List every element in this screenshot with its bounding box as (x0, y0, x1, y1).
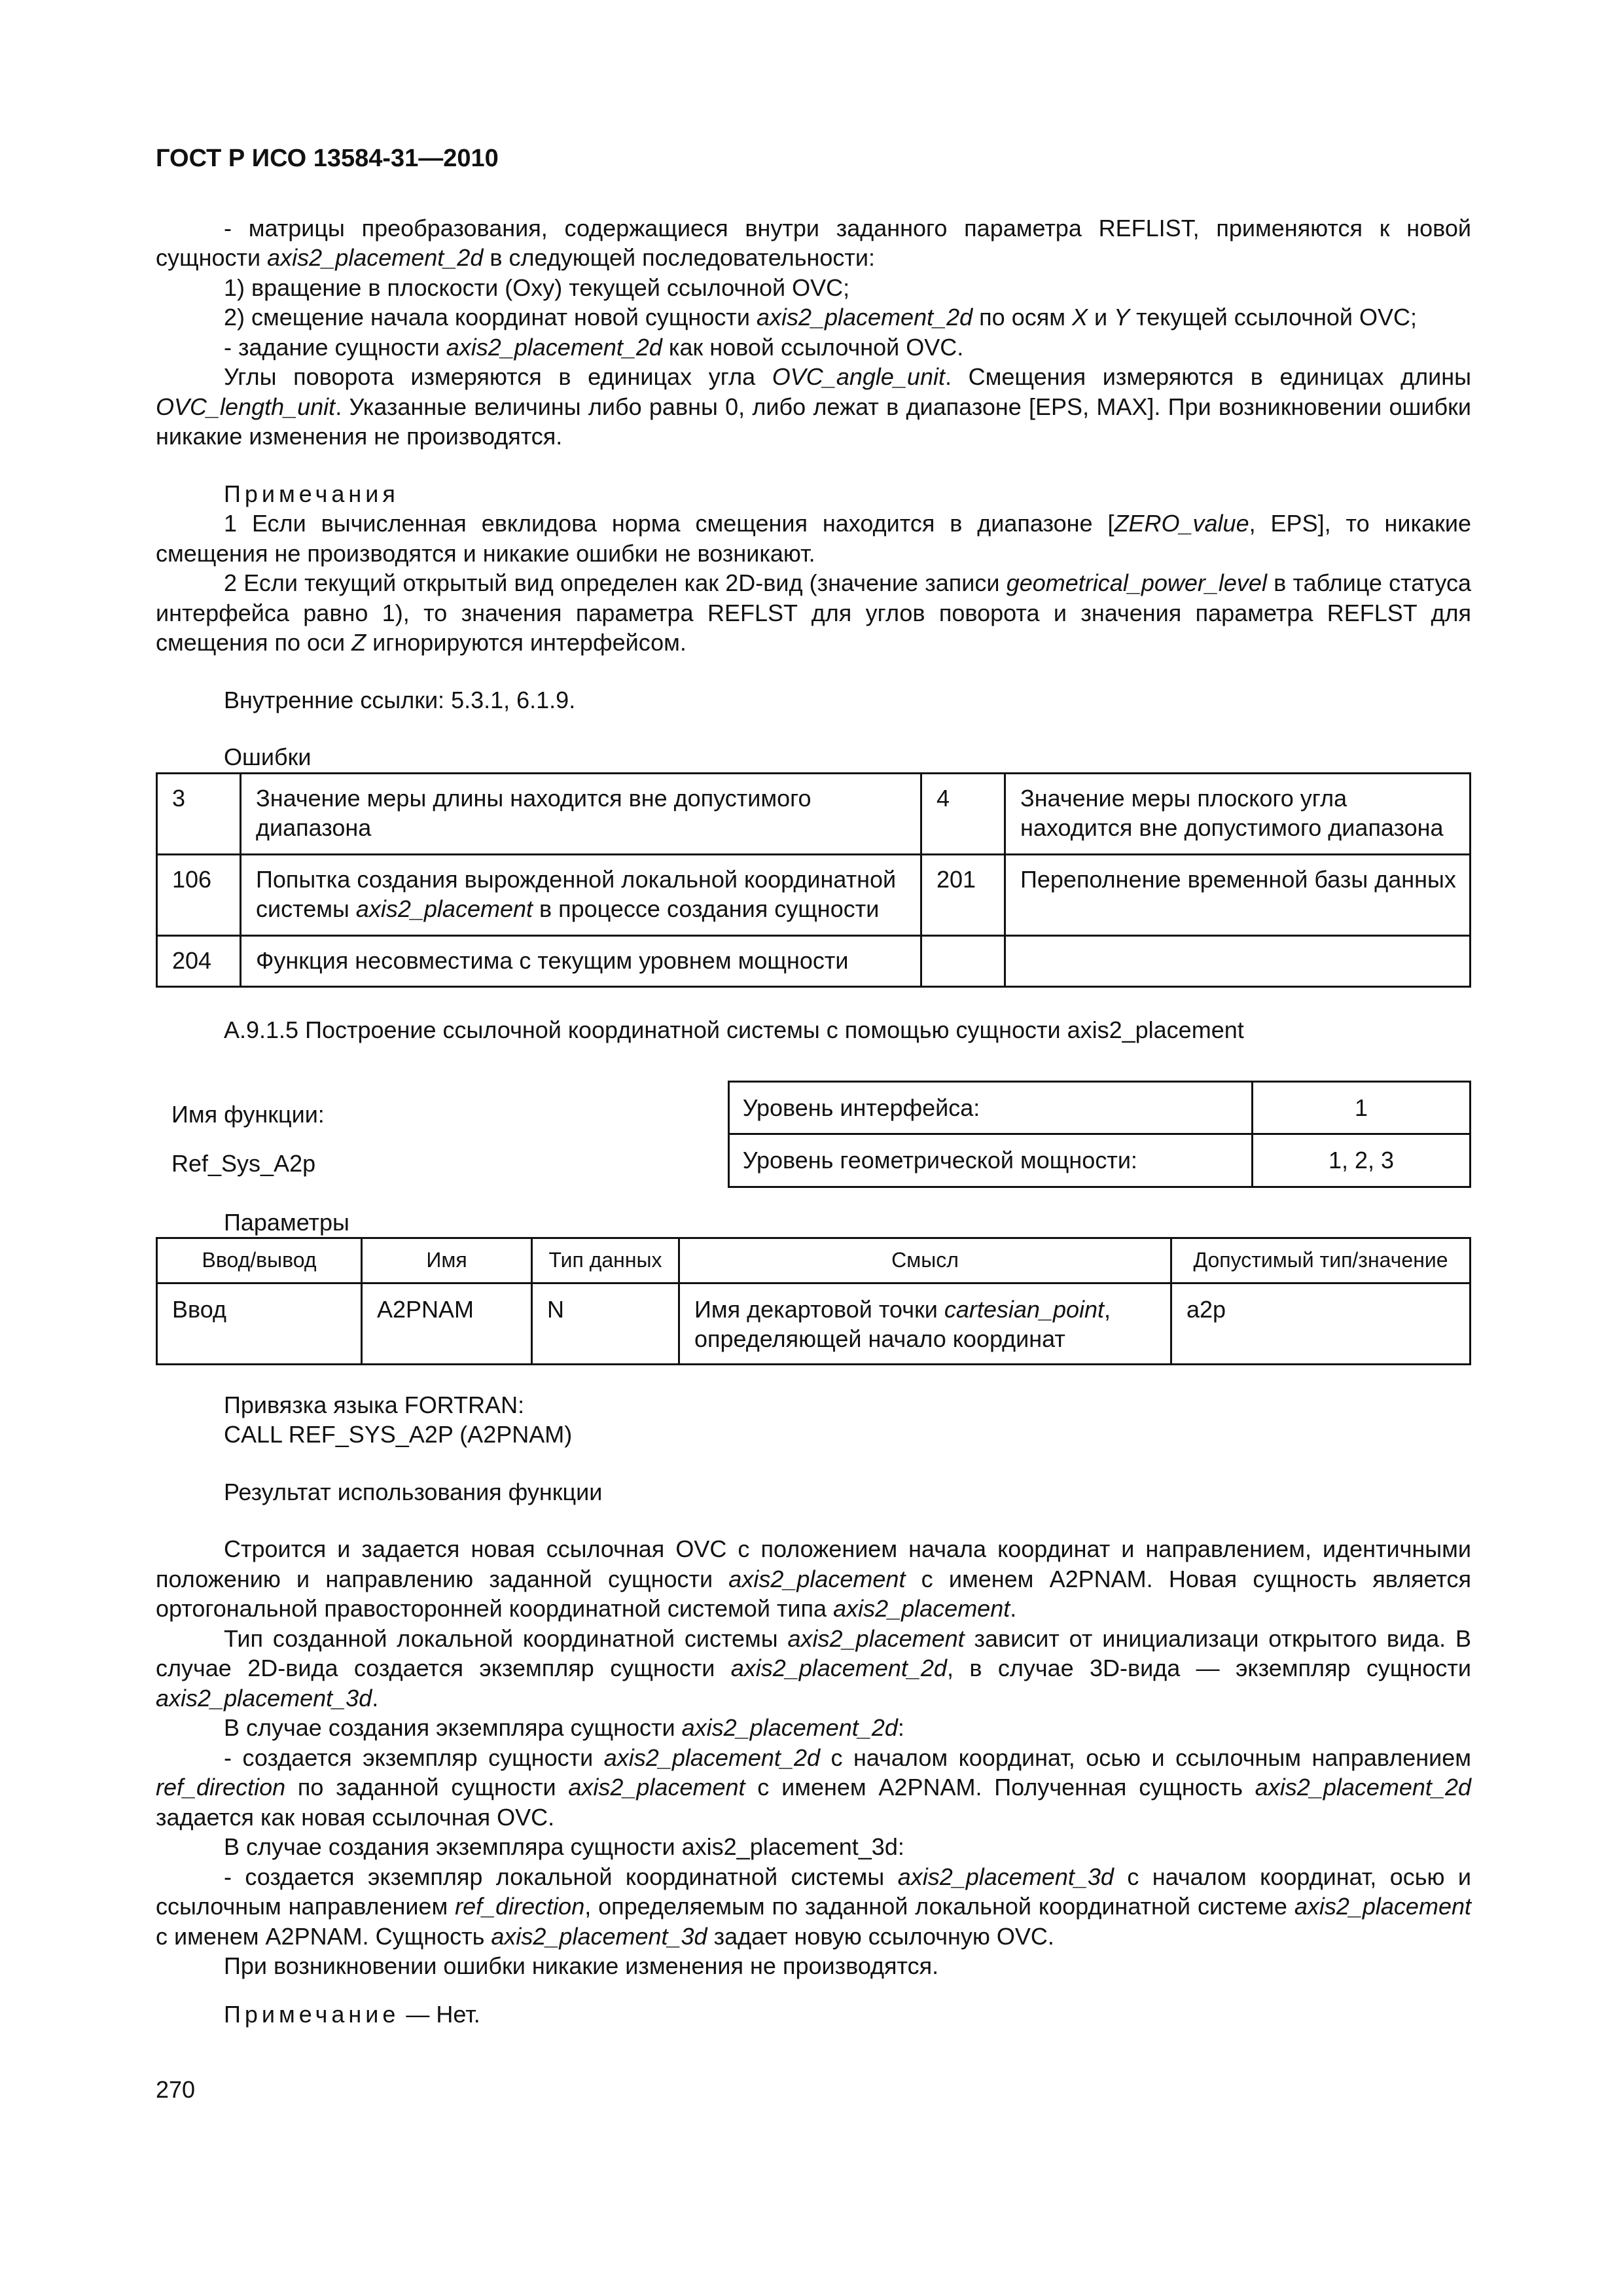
param-name: A2PNAM (362, 1283, 532, 1364)
interface-level-label: Уровень интерфейса: (728, 1081, 1252, 1134)
interface-level-value: 1 (1253, 1081, 1471, 1134)
errors-title: Ошибки (224, 744, 312, 770)
table-row (157, 854, 1471, 935)
column-header: Имя (362, 1238, 532, 1283)
error-text: Значение меры плоского угла находится вне допустимого диапазона (1005, 773, 1471, 854)
note-1: 1 Если вычисленная евклидова норма смещения находится в диапазоне [ZERO_value, EPS], то никакие смещения не производятся и никакие ошибки не возникают. (156, 510, 1471, 567)
error-text: Переполнение временной базы данных (1005, 854, 1471, 935)
levels-table (728, 1081, 1471, 1188)
column-header: Тип данных (532, 1238, 679, 1283)
binding-label: Привязка языка FORTRAN: (224, 1391, 525, 1418)
error-code: 3 (157, 773, 241, 854)
list-item-rotation: 1) вращение в плоскости (Oxy) текущей ссылочной OVC; (224, 274, 850, 301)
list-item-assign: - задание сущности axis2_placement_2d как новой ссылочной OVC. (224, 333, 964, 361)
param-type: N (532, 1283, 679, 1364)
error-code: 106 (157, 854, 241, 935)
section-heading: А.9.1.5 Построение ссылочной координатной системы с помощью сущности axis2_placement (224, 1016, 1244, 1043)
units-paragraph: Углы поворота измеряются в единицах угла OVC_angle_unit. Смещения измеряются в единицах длины OVC_length_unit. Указанные величины либо равны 0, либо лежат в диапазоне [EPS, MAX]. При возникновении ошибки никакие изменения не производятся. (156, 363, 1472, 450)
notes-title: Примечания (224, 480, 399, 507)
note-2: 2 Если текущий открытый вид определен как 2D-вид (значение записи geometrical_power_level в таблице статуса интерфейса равно 1), то значения параметра REFLST для углов поворота и значения параметра REFLST для смещения по оси Z игнорируются интерфейсом. (156, 569, 1471, 656)
column-header: Ввод/вывод (157, 1238, 362, 1283)
param-allowed: a2p (1171, 1283, 1471, 1364)
error-code: 201 (921, 854, 1005, 935)
list-item-offset: 2) смещение начала координат новой сущности axis2_placement_2d по осям X и Y текущей ссылочной OVC; (224, 304, 1418, 331)
param-io: Ввод (157, 1283, 362, 1364)
result-paragraph: При возникновении ошибки никакие изменения не производятся. (224, 1952, 939, 1979)
table-row (728, 1134, 1470, 1187)
result-paragraph: Тип созданной локальной координатной системы axis2_placement зависит от инициализаци открытого вида. В случае 2D-вида создается экземпляр сущности axis2_placement_2d, в случае 3D-вида — экземпляр сущности axis2_placement_3d. (156, 1624, 1471, 1712)
error-text: Значение меры длины находится вне допустимого диапазона (241, 773, 921, 854)
table-row (728, 1081, 1470, 1134)
error-code: 204 (157, 935, 241, 987)
table-row (157, 935, 1471, 987)
function-info (156, 1081, 1471, 1188)
final-note: Примечание — Нет. (224, 2000, 480, 2028)
geometric-level-value: 1, 2, 3 (1253, 1134, 1471, 1187)
table-row (157, 773, 1471, 854)
page-header: ГОСТ Р ИСО 13584-31—2010 (156, 145, 499, 172)
error-code: 4 (921, 773, 1005, 854)
error-text: Попытка создания вырожденной локальной координатной системы axis2_placement в процессе создания сущности (241, 854, 921, 935)
result-paragraph: Строится и задается новая ссылочная OVC с положением начала координат и направлением, идентичными положению и направлению заданной сущности axis2_placement с именем A2PNAM. Новая сущность является ортогональной правосторонней координатной системой типа axis2_placement. (156, 1535, 1471, 1622)
function-name-value: Ref_Sys_A2p (171, 1149, 316, 1177)
result-paragraph: В случае создания экземпляра сущности axis2_placement_3d: (224, 1833, 904, 1860)
geometric-level-label: Уровень геометрической мощности: (728, 1134, 1252, 1187)
column-header: Допустимый тип/значение (1171, 1238, 1471, 1283)
table-header-row (157, 1238, 1471, 1283)
function-name-block (156, 1081, 728, 1188)
page-number: 270 (156, 2076, 196, 2103)
result-paragraph: - создается экземпляр сущности axis2_placement_2d с началом координат, осью и ссылочным направлением ref_direction по заданной сущности axis2_placement с именем A2PNAM. Полученная сущность axis2_placement_2d задается как новая ссылочная OVC. (156, 1744, 1471, 1831)
parameters-table (156, 1237, 1471, 1365)
parameters-title: Параметры (224, 1208, 349, 1236)
function-name-label: Имя функции: (171, 1100, 325, 1128)
intro-paragraph: - матрицы преобразования, содержащиеся внутри заданного параметра REFLIST, применяются к новой сущности axis2_placement_2d в следующей последовательности: (156, 214, 1471, 271)
result-paragraph: В случае создания экземпляра сущности axis2_placement_2d: (224, 1714, 904, 1741)
internal-references: Внутренние ссылки: 5.3.1, 6.1.9. (224, 686, 576, 713)
binding-call: CALL REF_SYS_A2P (A2PNAM) (224, 1421, 573, 1448)
column-header: Смысл (679, 1238, 1171, 1283)
table-row (157, 1283, 1471, 1364)
error-text: Функция несовместима с текущим уровнем мощности (241, 935, 921, 987)
result-paragraph: - создается экземпляр локальной координатной системы axis2_placement_3d с началом координат, осью и ссылочным направлением ref_direction, определяемым по заданной локальной координатной системе axis2_placement с именем A2PNAM. Сущность axis2_placement_3d задает новую ссылочную OVC. (156, 1863, 1471, 1950)
result-title: Результат использования функции (224, 1478, 603, 1505)
errors-table (156, 772, 1471, 988)
param-meaning: Имя декартовой точки cartesian_point, определяющей начало координат (679, 1283, 1171, 1364)
document-page (156, 144, 1471, 2029)
